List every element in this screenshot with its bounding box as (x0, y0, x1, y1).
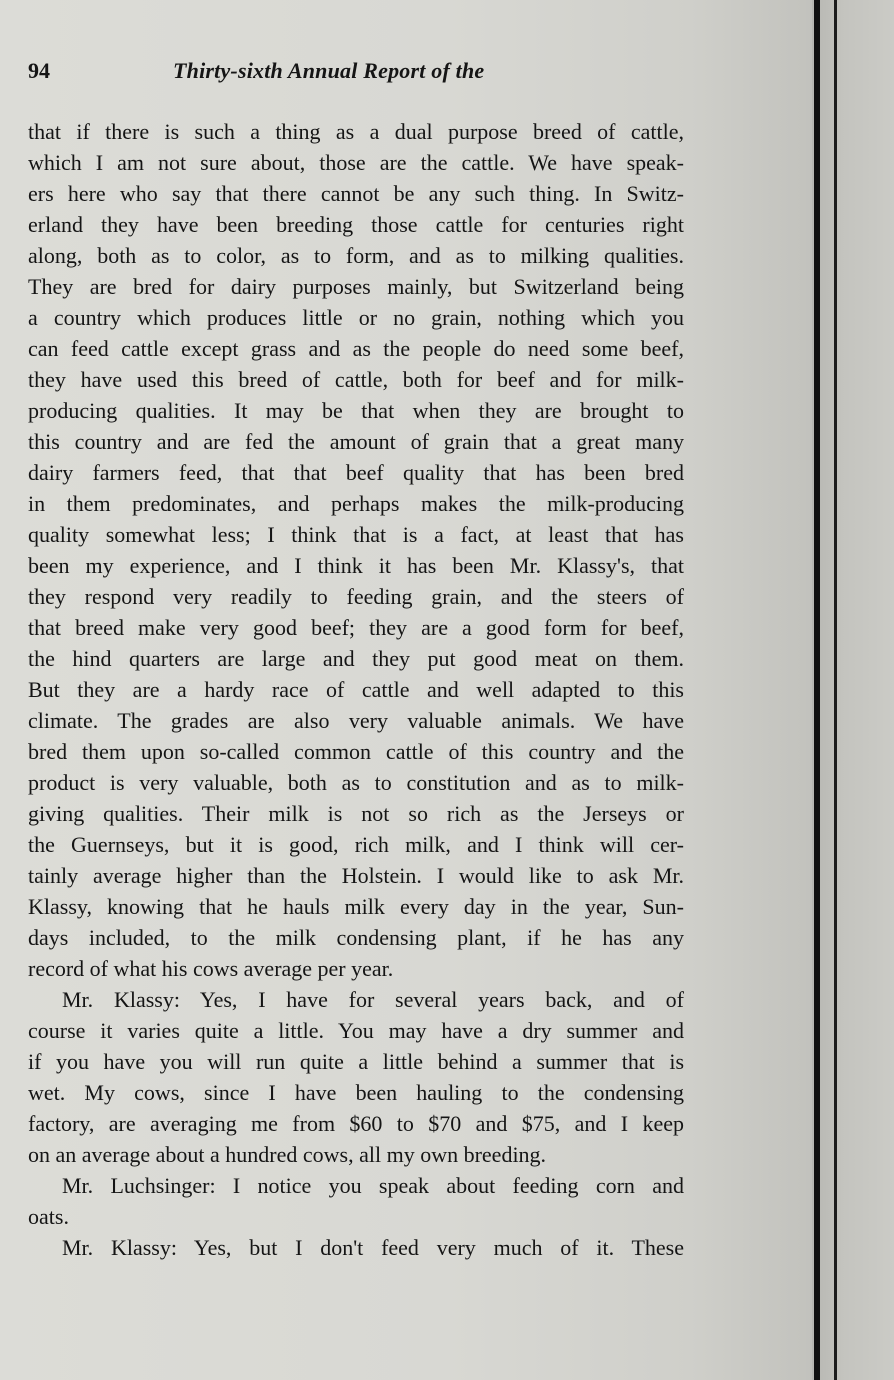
text-line: Mr. Klassy: Yes, but I don't feed very much of it. These (62, 1235, 684, 1260)
text-line: been my experience, and I think it has been Mr. Klassy's, that (28, 553, 684, 578)
text-line: giving qualities. Their milk is not so rich as the Jerseys or (28, 801, 684, 826)
text-line: factory, are averaging me from $60 to $70 and $75, and I keep (28, 1111, 684, 1136)
text-line: climate. The grades are also very valuable animals. We have (28, 708, 684, 733)
text-line: oats. (28, 1204, 69, 1229)
text-line: But they are a hardy race of cattle and well adapted to this (28, 677, 684, 702)
text-line: ers here who say that there cannot be any such thing. In Switz- (28, 181, 684, 206)
running-head (28, 58, 688, 92)
text-line: they have used this breed of cattle, both for beef and for milk- (28, 367, 684, 392)
text-line: this country and are fed the amount of grain that a great many (28, 429, 684, 454)
text-line: erland they have been breeding those cattle for centuries right (28, 212, 684, 237)
text-line: if you have you will run quite a little behind a summer that is (28, 1049, 684, 1074)
text-line: they respond very readily to feeding grain, and the steers of (28, 584, 684, 609)
text-line: that breed make very good beef; they are a good form for beef, (28, 615, 684, 640)
text-line: can feed cattle except grass and as the people do need some beef, (28, 336, 684, 361)
text-line: quality somewhat less; I think that is a fact, at least that has (28, 522, 684, 547)
text-line: days included, to the milk condensing plant, if he has any (28, 925, 684, 950)
running-title: Thirty-sixth Annual Report of the (173, 58, 485, 83)
text-line: Klassy, knowing that he hauls milk every day in the year, Sun- (28, 894, 684, 919)
text-line: wet. My cows, since I have been hauling to the condensing (28, 1080, 684, 1105)
text-line: in them predominates, and perhaps makes the milk-producing (28, 491, 684, 516)
book-gutter (812, 0, 894, 1380)
text-line: bred them upon so-called common cattle of this country and the (28, 739, 684, 764)
text-line: a country which produces little or no grain, nothing which you (28, 305, 684, 330)
text-line: Mr. Klassy: Yes, I have for several years back, and of (62, 987, 684, 1012)
text-line: along, both as to color, as to form, and as to milking qualities. (28, 243, 684, 268)
binding-line (834, 0, 837, 1380)
text-line: product is very valuable, both as to constitution and as to milk- (28, 770, 684, 795)
text-line: producing qualities. It may be that when they are brought to (28, 398, 684, 423)
text-line: on an average about a hundred cows, all my own breeding. (28, 1142, 547, 1167)
body-text (28, 116, 684, 1263)
text-line: the hind quarters are large and they put good meat on them. (28, 646, 684, 671)
binding-edge (814, 0, 820, 1380)
text-line: which I am not sure about, those are the cattle. We have speak- (28, 150, 684, 175)
text-line: the Guernseys, but it is good, rich milk, and I think will cer- (28, 832, 684, 857)
text-line: record of what his cows average per year. (28, 956, 394, 981)
text-line: that if there is such a thing as a dual purpose breed of cattle, (28, 119, 684, 144)
text-line: They are bred for dairy purposes mainly, but Switzerland being (28, 274, 684, 299)
text-line: tainly average higher than the Holstein. I would like to ask Mr. (28, 863, 684, 888)
text-line: course it varies quite a little. You may have a dry summer and (28, 1018, 684, 1043)
text-line: Mr. Luchsinger: I notice you speak about feeding corn and (62, 1173, 684, 1198)
page-number: 94 (28, 58, 50, 83)
text-line: dairy farmers feed, that that beef quality that has been bred (28, 460, 684, 485)
